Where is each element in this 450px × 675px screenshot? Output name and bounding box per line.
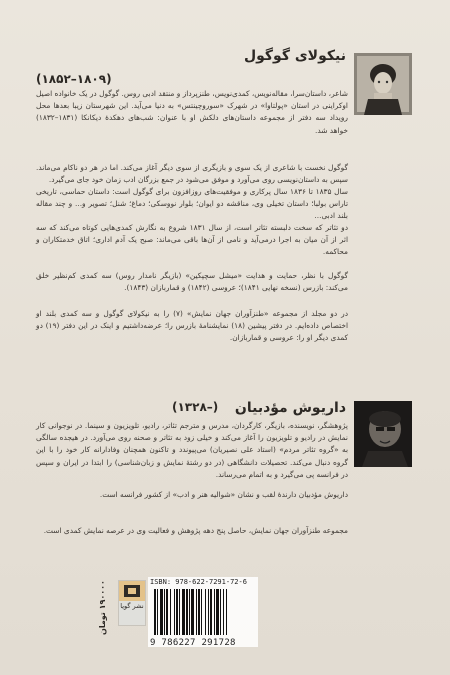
author-bio-paragraph: مجموعه طنزآوران جهان نمایش، حاصل پنج دهه پژوهش و فعالیت وی در عرصه نمایش کمدی است.: [43, 526, 348, 535]
isbn: ISBN: 978-622-7291-72-6: [150, 578, 247, 586]
barcode: [148, 577, 258, 647]
author-bio-paragraph: گوگول نخست با شاعری از یک سوی و بازیگری از سوی دیگر آغاز می‌کند. اما در هر دو ناکام می‌ماند. سپس به داستان‌نویسی روی می‌آورد و موفق می‌شود در جمع بزرگان ادب زمان خود جای می‌گیرد.: [36, 163, 348, 185]
author-bio-paragraph: پژوهشگر، نویسنده، بازیگر، کارگردان، مدرس و مترجم تئاتر، رادیو، تلویزیون و سینما. در نوجوانی کار نمایش در رادیو و تلویزیون را آغاز می‌کند و خیلی زود به تئاتر و صحنه روی می‌آورد. در هیجده سالگی به «گروه تئاتر مردم» (استاد علی نصیریان) می‌پیوندد و تاکنون همچنان وفادارانه کار خود را با این گروه دنبال می‌کند. تحصیلات دانشگاهی (در دو رشتهٔ نمایش و زبان‌شناسی) را ابتدا در ایران و سپس در فرانسه پی می‌گیرد و به اتمام می‌رساند.: [36, 421, 348, 479]
author-name: داریوش مؤدبیان: [234, 400, 346, 416]
author-bio-paragraph: داریوش مؤدبیان دارندهٔ لقب و نشان «شوالیه هنر و ادب» از کشور فرانسه است.: [99, 490, 348, 499]
publisher-logo: [118, 580, 146, 626]
publisher-name: نشر گویا: [120, 602, 144, 610]
author-bio-paragraph: دو تئاتر که سخت دلبسته تئاتر است، از سال ۱۸۳۱ شروع به نگارش کمدی‌هایی کوتاه می‌کند که سه اثر از آن میان به اجرا درمی‌آید و نامی از آن‌ها باقی می‌ماند: صبح یک آدم اداری؛ اتاق خدمتکاران و محاکمه.: [36, 223, 349, 257]
price-label: ۱۹۰۰۰۰ تومان: [98, 580, 107, 635]
author-years: (–۱۳۲۸): [172, 400, 219, 414]
author-years: (۱۸۰۹–۱۸۵۲): [36, 72, 112, 86]
author-bio-paragraph: شاعر، داستان‌سرا، مقاله‌نویس، کمدی‌نویس، طنزپرداز و منتقد ادبی روس. گوگول در یک خانواده اصیل اوکراینی در استان «پولتاوا» در شهرک «سوروچینتس» به دنیا می‌آید. این شهرستان زیبا بعدها محل رویداد سه دفتر از مجموعه داستان‌های دلکش او با عنوان: شب‌های دهکدهٔ دیکانکا (۱۸۳۱–۱۸۳۲) خواهد شد.: [36, 89, 348, 135]
author-bio-paragraph: سال ۱۸۳۵ تا ۱۸۳۶ سال پرکاری و موفقیت‌های روزافزون برای گوگول است: داستان حماسی، تاریخی تاراس بولبا؛ داستان تخیلی وی، مناقشه دو ایوان؛ بلوار نووسکی؛ دماغ؛ شنل؛ تصویر و... و چند مقاله بلند ادبی...: [36, 187, 348, 221]
gogol-portrait: [354, 53, 412, 115]
logo-mark-icon: [119, 581, 145, 601]
author-bio-paragraph: در دو مجلد از مجموعه «طنزآوران جهان نمایش» (۷) را به نیکولای گوگول و سه کمدی بلند او اختصاص داده‌ایم. در دفتر پیشین (۱۸) نمایشنامهٔ بازرس را؛ عرضه‌داشتیم و اینک در این دفتر (۱۹) دو کمدی دیگر او را: عروسی و قماربازان.: [36, 309, 349, 343]
moadabian-portrait: [354, 401, 412, 467]
barcode-number: 9 786227 291728: [150, 638, 236, 648]
author-name: نیکولای گوگول: [243, 48, 346, 64]
author-bio-paragraph: گوگول با نظر، حمایت و هدایت «میشل سچپکین» (بازیگر نامدار روس) سه کمدی کم‌نظیر خلق می‌کند: بازرس (نسخه نهایی ۱۸۴۱)؛ عروسی (۱۸۴۲) و قماربازان (۱۸۴۳).: [36, 271, 348, 293]
